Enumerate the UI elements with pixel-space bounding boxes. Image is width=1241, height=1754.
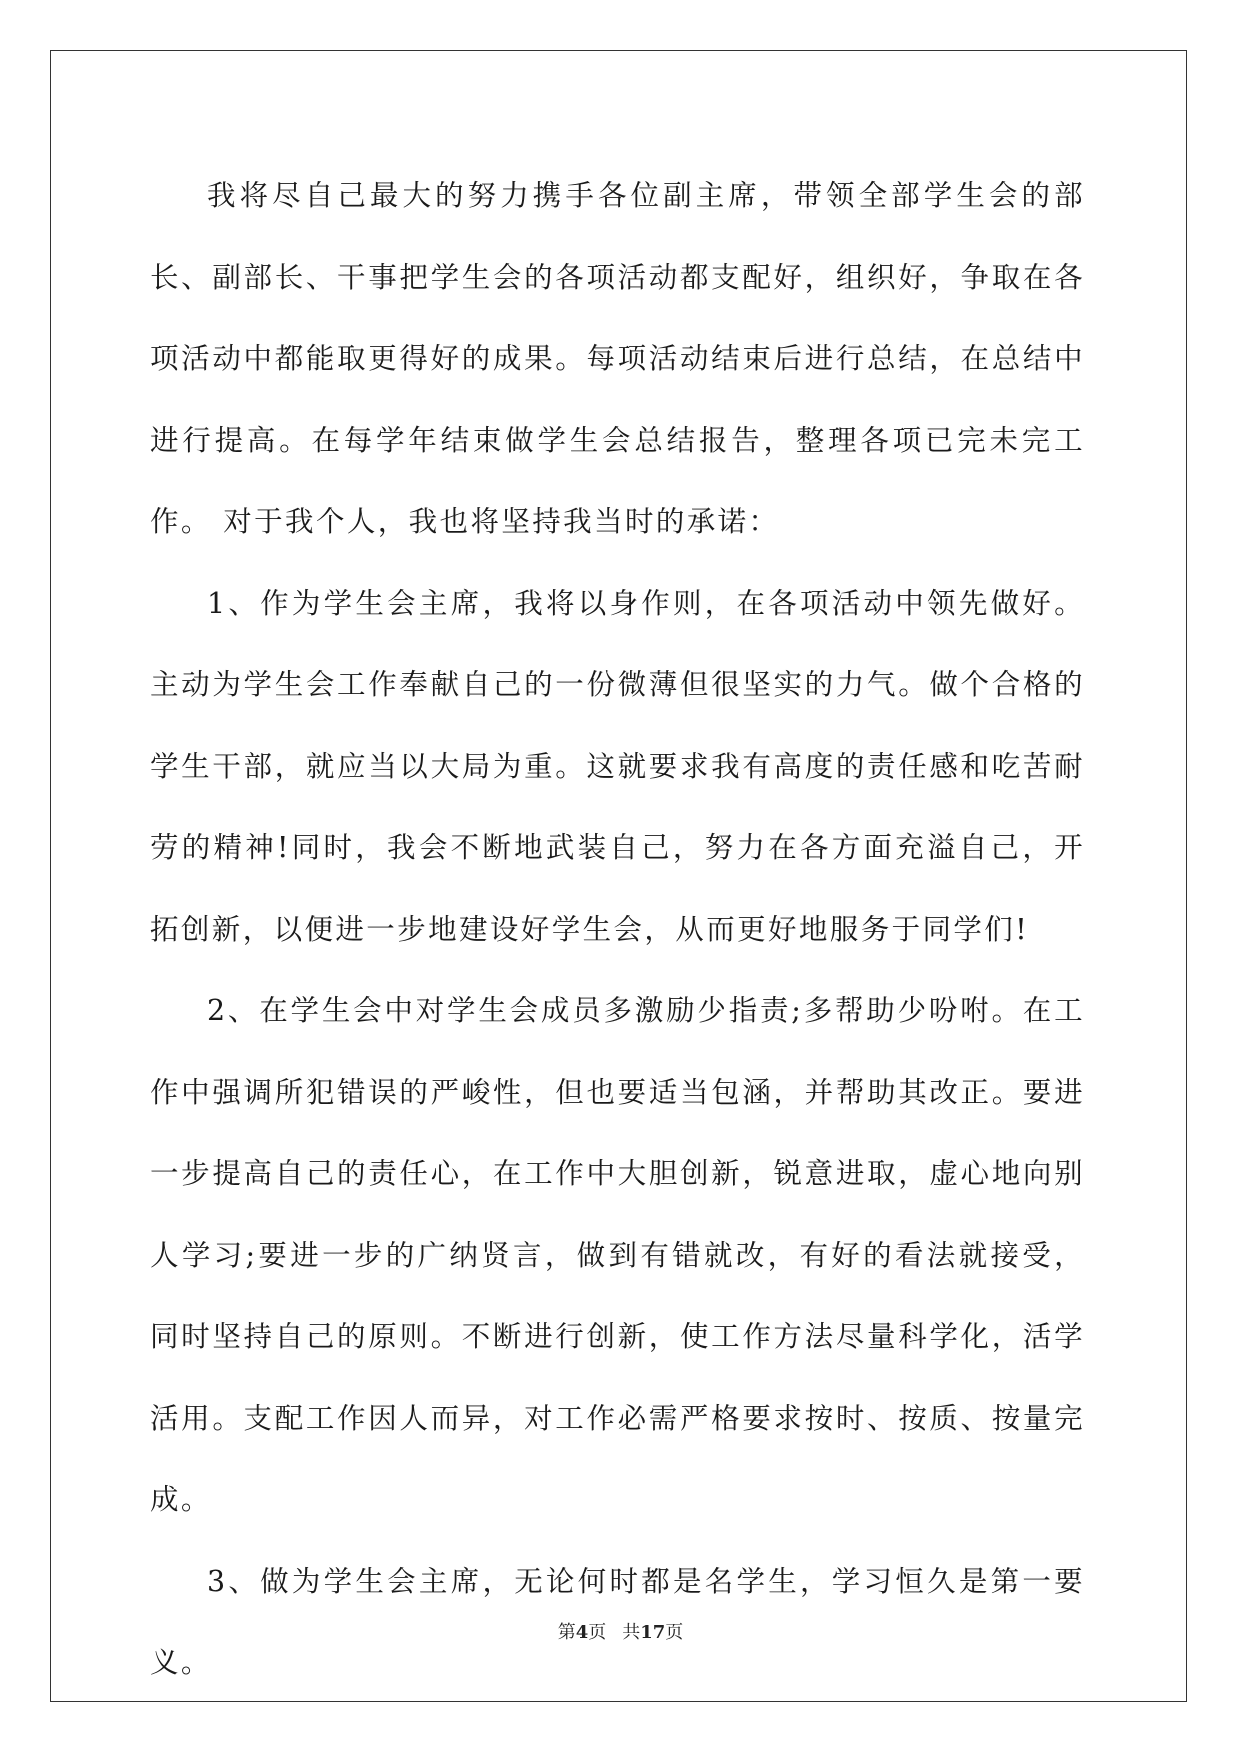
page-number: 4 (575, 1622, 589, 1643)
total-pages: 17 (640, 1622, 666, 1643)
paragraph-item-2: 2、在学生会中对学生会成员多激励少指责;多帮助少吩咐。在工作中强调所犯错误的严峻性，但也要适当包涵，并帮助其改正。要进一步提高自己的责任心，在工作中大胆创新，锐意进取，虚心地向别人学习;要进一步的广纳贤言，做到有错就改，有好的看法就接受，同时坚持自己的原则。不断进行创新，使工作方法尽量科学化，活学活用。支配工作因人而异，对工作必需严格要求按时、按质、按量完成。 (150, 994, 1085, 1516)
page-suffix: 页 (588, 1622, 607, 1643)
document-body (150, 155, 1085, 1704)
page-footer (0, 1618, 1241, 1644)
paragraph-item-1: 1、作为学生会主席，我将以身作则，在各项活动中领先做好。主动为学生会工作奉献自己的一份微薄但很坚实的力气。做个合格的学生干部，就应当以大局为重。这就要求我有高度的责任感和吃苦耐劳的精神!同时，我会不断地武装自己，努力在各方面充溢自己，开拓创新，以便进一步地建设好学生会，从而更好地服务于同学们! (150, 586, 1085, 946)
total-suffix: 页 (665, 1622, 684, 1643)
page-prefix: 第 (557, 1622, 576, 1643)
paragraph-item-3: 3、做为学生会主席，无论何时都是名学生，学习恒久是第一要义。 (150, 1564, 1085, 1679)
total-prefix: 共 (622, 1622, 641, 1643)
paragraph-intro: 我将尽自己最大的努力携手各位副主席，带领全部学生会的部长、副部长、干事把学生会的各项活动都支配好，组织好，争取在各项活动中都能取更得好的成果。每项活动结束后进行总结，在总结中进行提高。在每学年结束做学生会总结报告，整理各项已完未完工作。 对于我个人，我也将坚持我当时的承诺： (150, 179, 1085, 538)
